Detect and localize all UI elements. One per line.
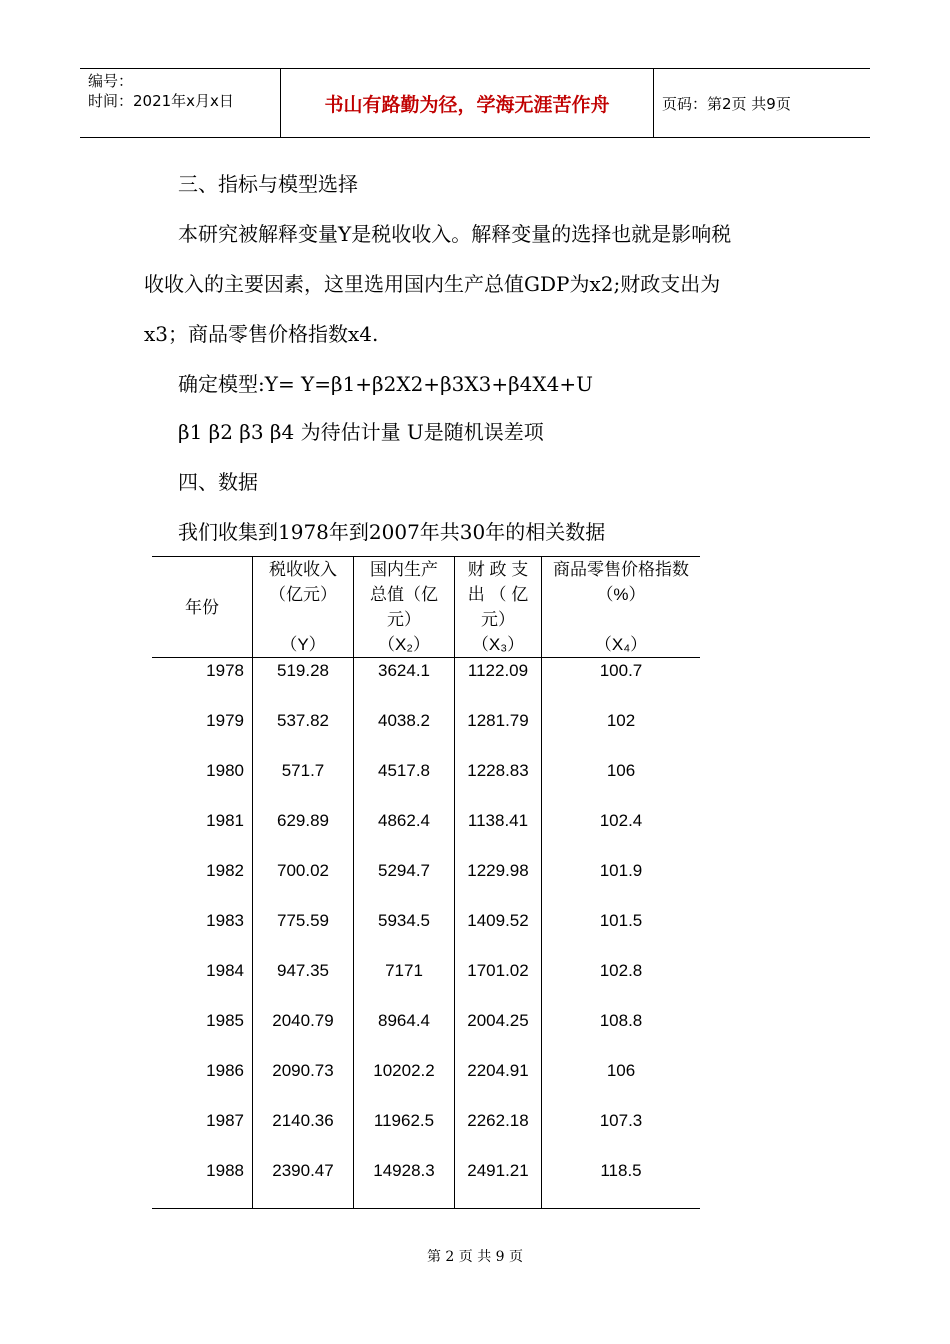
col-x2-header: 国内生产总值（亿元） （X₂）: [354, 557, 455, 658]
data-intro: 我们收集到1978年到2007年共30年的相关数据: [178, 520, 606, 544]
cell-y: 2090.73: [253, 1058, 354, 1108]
cell-y: 519.28: [253, 658, 354, 709]
cell-x2: 4862.4: [354, 808, 455, 858]
number-label: 编号：: [88, 72, 134, 90]
cell-x2: 10202.2: [354, 1058, 455, 1108]
cell-x4: 101.9: [542, 858, 701, 908]
section4-title: 四、数据: [178, 470, 258, 494]
cell-year: 1985: [206, 1011, 244, 1030]
cell-x3: 2204.91: [455, 1058, 542, 1108]
cell-y: 2390.47: [253, 1158, 354, 1209]
cell-year: 1986: [206, 1061, 244, 1080]
table-row: [152, 708, 700, 758]
cell-x4: 108.8: [542, 1008, 701, 1058]
table-row: [152, 858, 700, 908]
para1-line3: x3；商品零售价格指数x4.: [144, 322, 379, 346]
table-row: [152, 808, 700, 858]
cell-x4: 106: [542, 758, 701, 808]
table-row: [152, 1158, 700, 1209]
cell-x2: 5934.5: [354, 908, 455, 958]
cell-x3: 2491.21: [455, 1158, 542, 1209]
cell-x4: 118.5: [542, 1158, 701, 1209]
cell-x3: 2004.25: [455, 1008, 542, 1058]
cell-year: 1984: [206, 961, 244, 980]
cell-x2: 5294.7: [354, 858, 455, 908]
cell-x3: 1228.83: [455, 758, 542, 808]
cell-year: 1982: [206, 861, 244, 880]
para1-line2: 收收入的主要因素，这里选用国内生产总值GDP为x2;财政支出为: [144, 272, 721, 296]
header-motto: 书山有路勤为径，学海无涯苦作舟: [280, 69, 654, 137]
cell-x3: 2262.18: [455, 1108, 542, 1158]
cell-y: 571.7: [253, 758, 354, 808]
table-row: [152, 758, 700, 808]
table-row: [152, 658, 700, 709]
params-line: β1 β2 β3 β4 为待估计量 U是随机误差项: [178, 420, 544, 444]
cell-x3: 1229.98: [455, 858, 542, 908]
cell-x3: 1138.41: [455, 808, 542, 858]
col-y-header: 税收收入（亿元） （Y）: [253, 557, 354, 658]
page-header: [80, 68, 870, 138]
model-equation: 确定模型:Y= Y=β1+β2X2+β3X3+β4X4+U: [178, 372, 593, 396]
cell-y: 629.89: [253, 808, 354, 858]
cell-y: 537.82: [253, 708, 354, 758]
cell-x2: 8964.4: [354, 1008, 455, 1058]
table-row: [152, 1008, 700, 1058]
cell-x4: 102.4: [542, 808, 701, 858]
cell-year: 1987: [206, 1111, 244, 1130]
table-row: [152, 958, 700, 1008]
cell-x4: 100.7: [542, 658, 701, 709]
cell-year: 1980: [206, 761, 244, 780]
table-row: [152, 908, 700, 958]
section3-title: 三、指标与模型选择: [178, 172, 358, 196]
cell-x2: 3624.1: [354, 658, 455, 709]
header-page-label: 页码：第2页 共9页: [662, 94, 791, 113]
cell-year: 1979: [206, 711, 244, 730]
cell-y: 700.02: [253, 858, 354, 908]
cell-year: 1981: [206, 811, 244, 830]
time-label: 时间：2021年x月x日: [88, 92, 234, 110]
col-x3-header: 财 政 支 出 （ 亿元） （X₃）: [455, 557, 542, 658]
cell-x2: 11962.5: [354, 1108, 455, 1158]
para1-line1: 本研究被解释变量Y是税收收入。解释变量的选择也就是影响税: [178, 222, 732, 246]
cell-x4: 107.3: [542, 1108, 701, 1158]
col-year-header: 年份: [152, 557, 253, 658]
cell-x4: 106: [542, 1058, 701, 1108]
cell-y: 947.35: [253, 958, 354, 1008]
table-row: [152, 1108, 700, 1158]
cell-x4: 101.5: [542, 908, 701, 958]
cell-x2: 4517.8: [354, 758, 455, 808]
col-x4-header: 商品零售价格指数（%） （X₄）: [542, 557, 701, 658]
cell-year: 1983: [206, 911, 244, 930]
cell-x3: 1122.09: [455, 658, 542, 709]
cell-x2: 7171: [354, 958, 455, 1008]
cell-x3: 1409.52: [455, 908, 542, 958]
cell-x4: 102: [542, 708, 701, 758]
cell-year: 1988: [152, 1158, 253, 1209]
cell-x3: 1281.79: [455, 708, 542, 758]
table-row: [152, 1058, 700, 1108]
data-table: [152, 556, 700, 1209]
cell-y: 775.59: [253, 908, 354, 958]
cell-x3: 1701.02: [455, 958, 542, 1008]
cell-year: 1978: [206, 661, 244, 680]
cell-y: 2040.79: [253, 1008, 354, 1058]
cell-x4: 102.8: [542, 958, 701, 1008]
cell-x2: 14928.3: [354, 1158, 455, 1209]
cell-x2: 4038.2: [354, 708, 455, 758]
header-meta: [80, 69, 280, 137]
page-footer: 第 2 页 共 9 页: [426, 1249, 524, 1265]
cell-y: 2140.36: [253, 1108, 354, 1158]
